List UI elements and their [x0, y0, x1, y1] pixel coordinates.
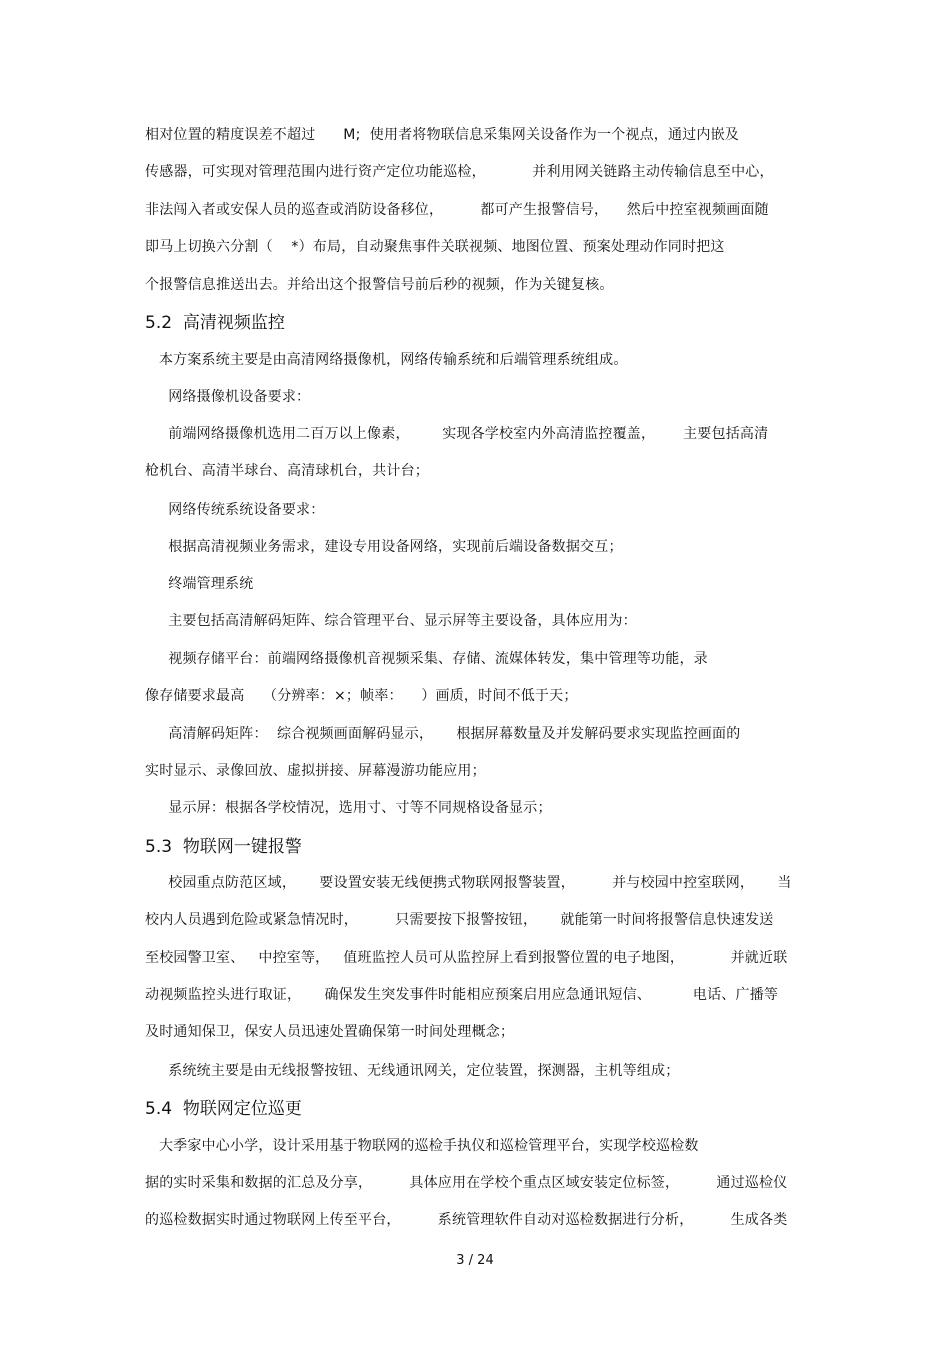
- body-line: 即马上切换六分割（ *）布局，自动聚焦事件关联视频、地图位置、预案处理动作同时把这: [145, 239, 725, 255]
- section-heading-5-4: 5.4 物联网定位巡更: [145, 1099, 302, 1119]
- body-line: 据的实时采集和数据的汇总及分享， 具体应用在学校个重点区域安装定位标签， 通过巡检仪: [145, 1175, 788, 1191]
- body-line: 根据高清视频业务需求，建设专用设备网络，实现前后端设备数据交互；: [145, 539, 623, 555]
- body-line: 网络摄像机设备要求：: [145, 389, 311, 405]
- body-line: 枪机台、高清半球台、高清球机台，共计台；: [145, 463, 429, 479]
- body-line: 主要包括高清解码矩阵、综合管理平台、显示屏等主要设备，具体应用为：: [145, 613, 637, 629]
- body-line: 至校园警卫室、 中控室等， 值班监控人员可从监控屏上看到报警位置的电子地图， 并就近联: [145, 950, 788, 966]
- section-heading-5-3: 5.3 物联网一键报警: [145, 837, 302, 857]
- body-line: 校内人员遇到危险或紧急情况时， 只需要按下报警按钮， 就能第一时间将报警信息快速发送: [145, 912, 774, 928]
- body-line: 像存储要求最高 （分辨率：×；帧率： ）画质，时间不低于天；: [145, 688, 578, 704]
- body-line: 视频存储平台：前端网络摄像机音视频采集、存储、流媒体转发，集中管理等功能，录: [145, 651, 708, 667]
- body-line: 实时显示、录像回放、虚拟拼接、屏幕漫游功能应用；: [145, 763, 486, 779]
- body-line: 的巡检数据实时通过物联网上传至平台， 系统管理软件自动对巡检数据进行分析， 生成各类: [145, 1212, 788, 1228]
- body-line: 非法闯入者或安保人员的巡查或消防设备移位， 都可产生报警信号， 然后中控室视频画面随: [145, 202, 769, 218]
- body-line: 大季家中心小学，设计采用基于物联网的巡检手执仪和巡检管理平台，实现学校巡检数: [145, 1138, 699, 1154]
- body-line: 系统统主要是由无线报警按钮、无线通讯网关，定位装置，探测器，主机等组成；: [145, 1063, 680, 1079]
- body-line: 高清解码矩阵： 综合视频画面解码显示， 根据屏幕数量及并发解码要求实现监控画面的: [145, 726, 741, 742]
- body-line: 个报警信息推送出去。并给出这个报警信号前后秒的视频，作为关键复核。: [145, 277, 614, 293]
- body-line: 前端网络摄像机选用二百万以上像素， 实现各学校室内外高清监控覆盖， 主要包括高清: [145, 426, 769, 442]
- body-line: 动视频监控头进行取证， 确保发生突发事件时能相应预案启用应急通讯短信、 电话、广播等: [145, 987, 779, 1003]
- body-line: 网络传统系统设备要求：: [145, 502, 325, 518]
- page-number: 3 / 24: [456, 1253, 494, 1268]
- section-heading-5-2: 5.2 高清视频监控: [145, 313, 285, 333]
- body-line: 传感器，可实现对管理范围内进行资产定位功能巡检， 并利用网关链路主动传输信息至中心，: [145, 164, 774, 180]
- body-line: 终端管理系统: [145, 576, 254, 592]
- body-line: 本方案系统主要是由高清网络摄像机，网络传输系统和后端管理系统组成。: [145, 352, 628, 368]
- body-line: 校园重点防范区域， 要设置安装无线便携式物联网报警装置， 并与校园中控室联网， 当: [145, 875, 792, 891]
- body-line: 显示屏：根据各学校情况，选用寸、寸等不同规格设备显示；: [145, 800, 552, 816]
- body-line: 及时通知保卫，保安人员迅速处置确保第一时间处理概念；: [145, 1024, 515, 1040]
- body-line: 相对位置的精度误差不超过 M; 使用者将物联信息采集网关设备作为一个视点，通过内嵌及: [145, 127, 739, 143]
